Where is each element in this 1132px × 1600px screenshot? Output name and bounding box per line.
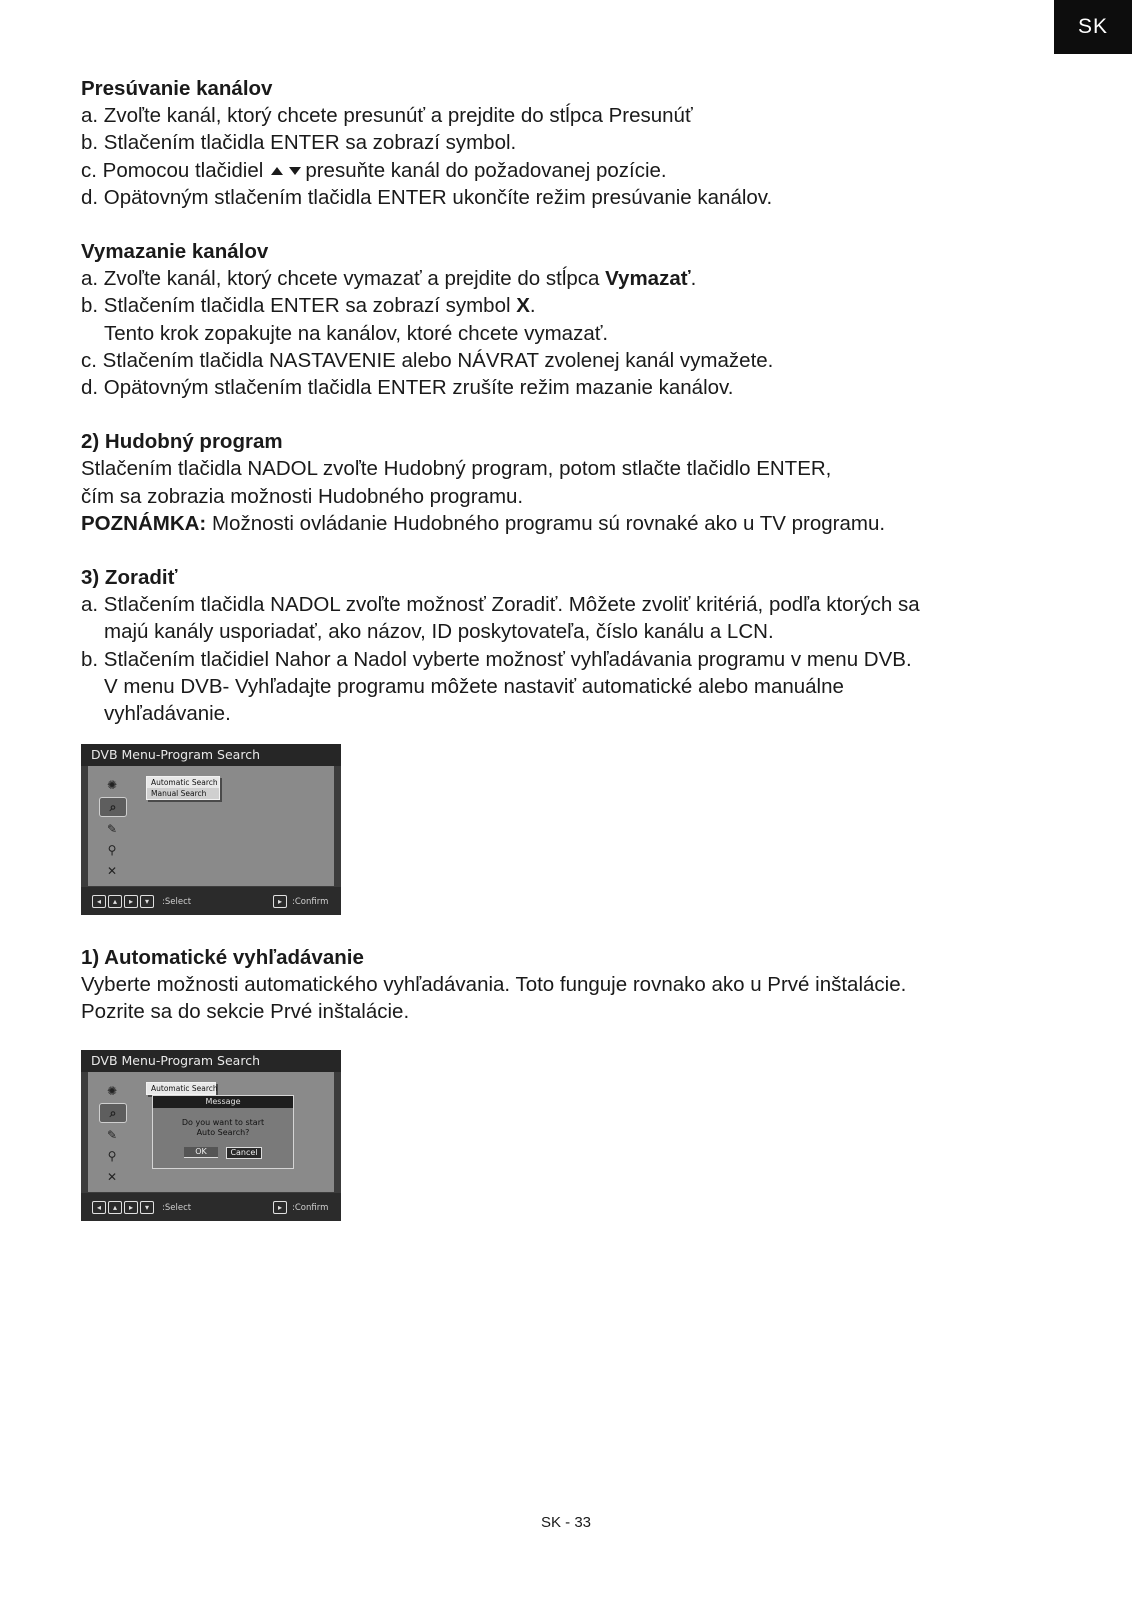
step-a-continued: majú kanály usporiadať, ako názov, ID poskytovateľa, číslo kanálu a LCN. bbox=[104, 620, 774, 644]
down-arrow-icon: ▾ bbox=[140, 895, 154, 908]
screen-body bbox=[88, 766, 334, 886]
up-down-arrows-icon bbox=[271, 167, 301, 175]
confirm-label: :Confirm bbox=[292, 1202, 329, 1213]
nav-keys bbox=[92, 1201, 191, 1214]
step-c bbox=[81, 157, 1081, 184]
menu-icon-column bbox=[99, 1082, 131, 1189]
page-number: SK - 33 bbox=[540, 1514, 592, 1531]
step-a: a. Zvoľte kanál, ktorý chcete vymazať a prejdite do stĺpca Vymazať. bbox=[81, 267, 697, 291]
step-c-start: c. Pomocou tlačidiel bbox=[81, 158, 264, 182]
step-b: b. Stlačením tlačidla ENTER sa zobrazí symbol. bbox=[81, 131, 517, 155]
step-a: a. Stlačením tlačidla NADOL zvoľte možnosť Zoradiť. Môžete zvoliť kritériá, podľa ktorých sa bbox=[81, 593, 920, 617]
page-content bbox=[81, 75, 1081, 754]
select-hint: :Select bbox=[162, 1202, 192, 1213]
settings-icon: ✺ bbox=[106, 1084, 118, 1098]
step-b-continued: vyhľadávanie. bbox=[104, 702, 231, 726]
step-b-continued: Tento krok zopakujte na kanálov, ktoré chcete vymazať. bbox=[104, 321, 609, 345]
edit-icon: ✎ bbox=[106, 822, 118, 836]
section-moving-channels bbox=[81, 75, 1081, 211]
step-d: d. Opätovným stlačením tlačidla ENTER zrušíte režim mazanie kanálov. bbox=[81, 376, 734, 400]
delete-icon: ✕ bbox=[106, 1170, 118, 1184]
cancel-button: Cancel bbox=[226, 1147, 262, 1159]
menu-icon-column bbox=[99, 776, 131, 883]
section-heading: 2) Hudobný program bbox=[81, 430, 283, 454]
select-hint: :Select bbox=[162, 896, 192, 907]
section-sort bbox=[81, 564, 1081, 727]
dialog-title: Message bbox=[153, 1096, 293, 1108]
note-label: POZNÁMKA: bbox=[81, 511, 207, 535]
note-text: Možnosti ovládanie Hudobného programu sú rovnaké ako u TV programu. bbox=[206, 511, 886, 535]
right-arrow-icon: ▸ bbox=[124, 1201, 138, 1214]
section-heading: 1) Automatické vyhľadávanie bbox=[81, 946, 364, 969]
section-music-program bbox=[81, 428, 1081, 537]
step-b: b. Stlačením tlačidiel Nahor a Nadol vyberte možnosť vyhľadávania programu v menu DVB. bbox=[81, 647, 912, 671]
tv-screenshot-program-search bbox=[81, 744, 341, 915]
step-a: a. Zvoľte kanál, ktorý chcete presunúť a prejdite do stĺpca Presunúť bbox=[81, 104, 693, 128]
tools-icon: ⚲ bbox=[107, 1149, 117, 1163]
menu-item-manual-search: Manual Search bbox=[151, 789, 207, 798]
paragraph-line: čím sa zobrazia možnosti Hudobného programu. bbox=[81, 484, 524, 508]
play-icon: ▸ bbox=[273, 1201, 287, 1214]
delete-column-name: Vymazať bbox=[605, 267, 691, 291]
section-deleting-channels bbox=[81, 238, 1081, 401]
tv-screenshot-auto-search-dialog bbox=[81, 1050, 341, 1221]
screen-title: DVB Menu-Program Search bbox=[81, 744, 341, 766]
paragraph-line: Stlačením tlačidla NADOL zvoľte Hudobný program, potom stlačte tlačidlo ENTER, bbox=[81, 457, 832, 481]
message-dialog bbox=[152, 1095, 294, 1169]
settings-icon: ✺ bbox=[106, 778, 118, 792]
menu-item-automatic-search: Automatic Search bbox=[147, 1083, 215, 1094]
up-arrow-icon: ▴ bbox=[108, 1201, 122, 1214]
delete-icon: ✕ bbox=[106, 864, 118, 878]
dialog-message: Do you want to start Auto Search? bbox=[181, 1118, 265, 1137]
screen-footer bbox=[81, 1193, 341, 1221]
menu-item-automatic-search: Automatic Search bbox=[147, 777, 219, 788]
play-icon: ▸ bbox=[273, 895, 287, 908]
paragraph-line: Pozrite sa do sekcie Prvé inštalácie. bbox=[81, 1000, 410, 1024]
section-automatic-search bbox=[81, 944, 1081, 1026]
confirm-hint bbox=[273, 895, 328, 908]
nav-keys bbox=[92, 895, 191, 908]
left-arrow-icon: ◂ bbox=[92, 895, 106, 908]
section-heading: Presúvanie kanálov bbox=[81, 77, 273, 100]
screen-footer bbox=[81, 887, 341, 915]
confirm-label: :Confirm bbox=[292, 896, 329, 907]
tools-icon: ⚲ bbox=[107, 843, 117, 857]
search-icon: ⌕ bbox=[99, 1103, 127, 1123]
note bbox=[81, 510, 1081, 537]
search-options-menu bbox=[146, 776, 220, 800]
confirm-hint bbox=[273, 1201, 328, 1214]
ok-button: OK bbox=[184, 1147, 218, 1158]
section-heading: Vymazanie kanálov bbox=[81, 240, 269, 264]
edit-icon: ✎ bbox=[106, 1128, 118, 1142]
search-icon: ⌕ bbox=[99, 797, 127, 817]
search-options-menu bbox=[146, 1082, 216, 1095]
step-c: c. Stlačením tlačidla NASTAVENIE alebo NÁVRAT zvolenej kanál vymažete. bbox=[81, 348, 774, 372]
dialog-buttons bbox=[153, 1147, 293, 1159]
language-tab: SK bbox=[1054, 0, 1132, 54]
section-heading: 3) Zoradiť bbox=[81, 566, 178, 590]
down-arrow-icon: ▾ bbox=[140, 1201, 154, 1214]
step-b-continued: V menu DVB- Vyhľadajte programu môžete nastaviť automatické alebo manuálne bbox=[104, 674, 844, 698]
screen-title: DVB Menu-Program Search bbox=[81, 1050, 341, 1072]
up-arrow-icon: ▴ bbox=[108, 895, 122, 908]
step-d: d. Opätovným stlačením tlačidla ENTER ukončíte režim presúvanie kanálov. bbox=[81, 185, 773, 209]
step-b: b. Stlačením tlačidla ENTER sa zobrazí symbol X. bbox=[81, 294, 536, 318]
paragraph-line: Vyberte možnosti automatického vyhľadávania. Toto funguje rovnako ako u Prvé inštalácie. bbox=[81, 973, 907, 997]
left-arrow-icon: ◂ bbox=[92, 1201, 106, 1214]
screen-body bbox=[88, 1072, 334, 1192]
right-arrow-icon: ▸ bbox=[124, 895, 138, 908]
step-c-end: presuňte kanál do požadovanej pozície. bbox=[305, 158, 667, 182]
delete-symbol: X bbox=[516, 294, 530, 318]
